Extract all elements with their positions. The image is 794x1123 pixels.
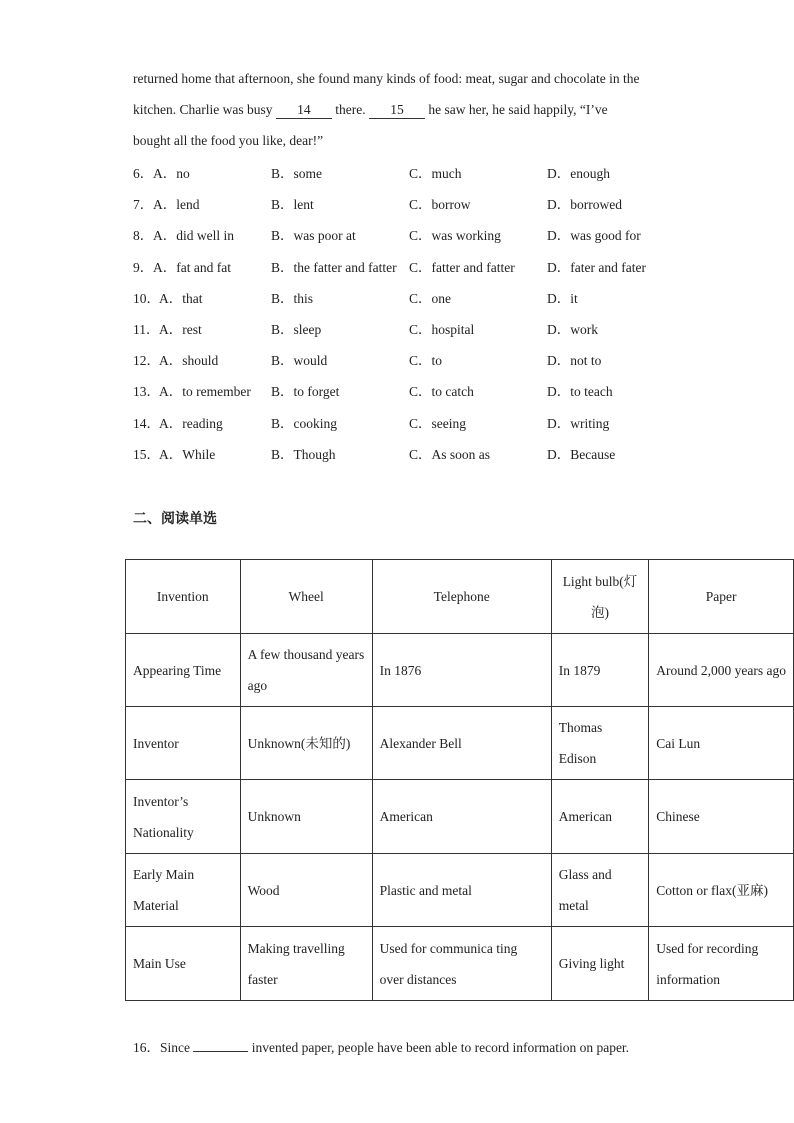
- table-cell: Plastic and metal: [372, 854, 551, 927]
- option-a: A．reading: [159, 415, 223, 431]
- question-number: 15．: [133, 446, 160, 462]
- question-16: [133, 1036, 629, 1056]
- table-cell: Around 2,000 years ago: [649, 634, 794, 707]
- table-cell: Inventor: [126, 707, 241, 780]
- option-b: B．this: [271, 290, 314, 306]
- option-a: A．fat and fat: [153, 259, 231, 275]
- option-d: D．it: [547, 290, 578, 306]
- table-cell: Used for recording information: [649, 927, 794, 1001]
- option-b: B．the fatter and fatter: [271, 259, 397, 275]
- table-cell: Early Main Material: [126, 854, 241, 927]
- table-cell: A few thousand years ago: [240, 634, 372, 707]
- passage-line: returned home that afternoon, she found many kinds of food: meat, sugar and chocolate in the: [133, 71, 640, 86]
- table-cell: Cai Lun: [649, 707, 794, 780]
- passage-text: kitchen. Charlie was busy: [133, 102, 276, 117]
- option-d: D．borrowed: [547, 197, 622, 213]
- table-header-cell: Wheel: [240, 560, 372, 634]
- option-a: A．did well in: [153, 228, 234, 244]
- question-row: [133, 435, 673, 466]
- option-c: C．to catch: [409, 384, 474, 400]
- table-cell: Main Use: [126, 927, 241, 1001]
- question-16-prefix: 16．Since: [133, 1040, 194, 1055]
- option-b: B．Though: [271, 446, 336, 462]
- question-number: 6．: [133, 166, 154, 181]
- question-row: [133, 154, 673, 185]
- table-cell: Unknown: [240, 780, 372, 854]
- option-c: C．was working: [409, 228, 501, 244]
- question-number: 8．: [133, 228, 154, 244]
- answer-blank: [193, 1039, 248, 1052]
- question-number: 10．: [133, 290, 160, 306]
- question-row: [133, 404, 673, 435]
- option-d: D．to teach: [547, 384, 613, 400]
- table-cell: Unknown(未知的): [240, 707, 372, 780]
- question-row: [133, 372, 673, 403]
- table-cell: Making travelling faster: [240, 927, 372, 1001]
- option-b: B．to forget: [271, 384, 340, 400]
- question-row: [133, 310, 673, 341]
- question-number: 14．: [133, 415, 160, 431]
- question-list: [133, 154, 673, 466]
- table-row: [126, 707, 794, 780]
- option-c: C．borrow: [409, 197, 471, 213]
- table-header-cell: Light bulb(灯泡): [551, 560, 648, 634]
- table-cell: Used for communica ting over distances: [372, 927, 551, 1001]
- option-a: A．to remember: [159, 384, 251, 400]
- table-cell: Appearing Time: [126, 634, 241, 707]
- reading-passage: [133, 63, 673, 156]
- option-c: C．hospital: [409, 321, 475, 337]
- table-header-cell: Paper: [649, 560, 794, 634]
- question-row: [133, 248, 673, 279]
- question-number: 11．: [133, 321, 160, 337]
- table-cell: In 1876: [372, 634, 551, 707]
- option-a: A．lend: [153, 197, 200, 213]
- table-cell: American: [551, 780, 648, 854]
- option-d: D．writing: [547, 415, 610, 431]
- question-row: [133, 279, 673, 310]
- option-c: C．much: [409, 166, 462, 181]
- option-b: B．would: [271, 353, 328, 369]
- option-c: C．one: [409, 290, 451, 306]
- option-d: D．not to: [547, 353, 602, 369]
- option-b: B．cooking: [271, 415, 337, 431]
- option-a: A．should: [159, 353, 219, 369]
- invention-table: [125, 559, 794, 1001]
- option-b: B．was poor at: [271, 228, 356, 244]
- table-cell: Giving light: [551, 927, 648, 1001]
- option-d: D．Because: [547, 446, 616, 462]
- table-header-cell: Invention: [126, 560, 241, 634]
- option-a: A．no: [153, 166, 190, 181]
- option-c: C．As soon as: [409, 446, 491, 462]
- table-cell: Chinese: [649, 780, 794, 854]
- table-row: [126, 780, 794, 854]
- table-cell: Thomas Edison: [551, 707, 648, 780]
- table-cell: In 1879: [551, 634, 648, 707]
- option-d: D．work: [547, 321, 598, 337]
- table-cell: Inventor’s Nationality: [126, 780, 241, 854]
- table-cell: Cotton or flax(亚麻): [649, 854, 794, 927]
- table-row: [126, 560, 794, 634]
- option-d: D．was good for: [547, 228, 641, 244]
- blank-14: 14: [276, 102, 332, 119]
- table-row: [126, 634, 794, 707]
- option-a: A．that: [159, 290, 203, 306]
- passage-line: [133, 94, 673, 125]
- question-row: [133, 341, 673, 372]
- option-d: D．fater and fater: [547, 259, 646, 275]
- passage-line: bought all the food you like, dear!”: [133, 133, 324, 148]
- option-b: B．some: [271, 166, 323, 181]
- question-number: 12．: [133, 353, 160, 369]
- table-cell: American: [372, 780, 551, 854]
- question-number: 9．: [133, 259, 154, 275]
- blank-15: 15: [369, 102, 425, 119]
- option-a: A．While: [159, 446, 216, 462]
- option-a: A．rest: [159, 321, 202, 337]
- table-row: [126, 927, 794, 1001]
- table-cell: Alexander Bell: [372, 707, 551, 780]
- question-row: [133, 216, 673, 247]
- option-c: C．seeing: [409, 415, 466, 431]
- question-number: 7．: [133, 197, 154, 213]
- section-title: 二、阅读单选: [133, 511, 217, 527]
- question-number: 13．: [133, 384, 160, 400]
- passage-text: he saw her, he said happily, “I’ve: [424, 102, 608, 117]
- table-cell: Glass and metal: [551, 854, 648, 927]
- table-cell: Wood: [240, 854, 372, 927]
- option-c: C．to: [409, 353, 443, 369]
- option-d: D．enough: [547, 166, 610, 181]
- option-b: B．sleep: [271, 321, 322, 337]
- option-c: C．fatter and fatter: [409, 259, 515, 275]
- passage-text: there.: [331, 102, 369, 117]
- question-16-suffix: invented paper, people have been able to record information on paper.: [248, 1040, 630, 1055]
- table-row: [126, 854, 794, 927]
- question-row: [133, 185, 673, 216]
- option-b: B．lent: [271, 197, 314, 213]
- table-header-cell: Telephone: [372, 560, 551, 634]
